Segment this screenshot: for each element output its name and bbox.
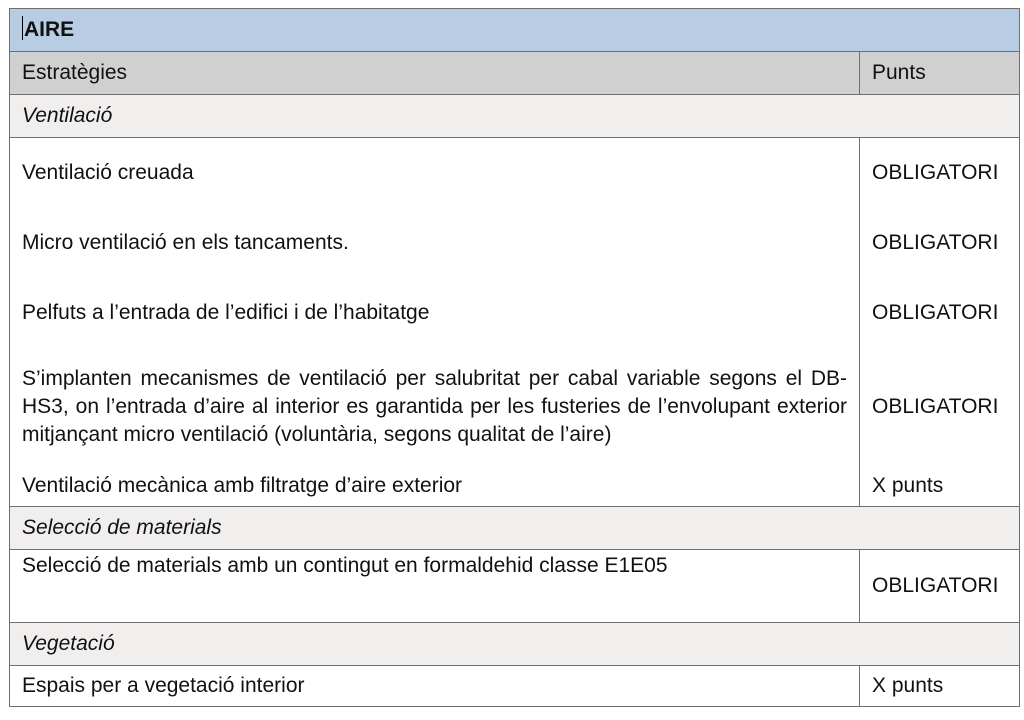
table-row bbox=[10, 550, 1020, 623]
strategy-cell: Ventilació mecànica amb filtratge d’aire exterior bbox=[10, 466, 860, 507]
table-row bbox=[10, 208, 1020, 278]
text-cursor bbox=[22, 16, 23, 40]
points-cell: OBLIGATORI bbox=[860, 348, 1020, 466]
table-title-text: AIRE bbox=[24, 18, 75, 41]
header-points: Punts bbox=[860, 52, 1020, 95]
section-title-ventilacio: Ventilació bbox=[10, 95, 1020, 138]
section-title-materials: Selecció de materials bbox=[10, 507, 1020, 550]
table-row bbox=[10, 348, 1020, 466]
points-cell: OBLIGATORI bbox=[860, 550, 1020, 623]
section-title-vegetacio: Vegetació bbox=[10, 623, 1020, 666]
section-row bbox=[10, 95, 1020, 138]
points-cell: OBLIGATORI bbox=[860, 208, 1020, 278]
table-header-row bbox=[10, 52, 1020, 95]
points-cell: OBLIGATORI bbox=[860, 278, 1020, 348]
points-cell: OBLIGATORI bbox=[860, 138, 1020, 209]
table-row bbox=[10, 138, 1020, 209]
points-cell: X punts bbox=[860, 666, 1020, 707]
table-title bbox=[10, 9, 1020, 52]
section-row bbox=[10, 507, 1020, 550]
strategy-cell: Ventilació creuada bbox=[10, 138, 860, 209]
strategies-table bbox=[9, 8, 1020, 707]
strategy-cell: Espais per a vegetació interior bbox=[10, 666, 860, 707]
header-strategy: Estratègies bbox=[10, 52, 860, 95]
section-row bbox=[10, 623, 1020, 666]
strategy-cell: Micro ventilació en els tancaments. bbox=[10, 208, 860, 278]
strategy-cell: Selecció de materials amb un contingut en formaldehid classe E1E05 bbox=[10, 550, 860, 623]
strategy-cell: S’implanten mecanismes de ventilació per salubritat per cabal variable segons el DB-HS3, on l’entrada d’aire al interior es garantida per les fusteries de l’envolupant exterior mitjançant micro ventilació (voluntària, segons qualitat de l’aire) bbox=[10, 348, 860, 466]
strategy-cell: Pelfuts a l’entrada de l’edifici i de l’habitatge bbox=[10, 278, 860, 348]
table-row bbox=[10, 466, 1020, 507]
table-title-row bbox=[10, 9, 1020, 52]
table-row bbox=[10, 278, 1020, 348]
table-row bbox=[10, 666, 1020, 707]
points-cell: X punts bbox=[860, 466, 1020, 507]
